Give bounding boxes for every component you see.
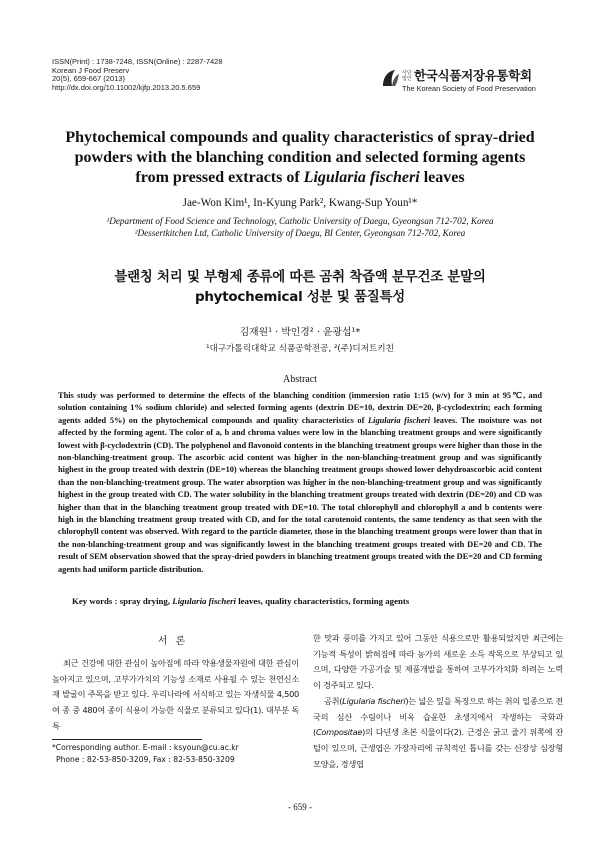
paper-title-ko: 블랜칭 처리 및 부형제 종류에 따른 곰취 착즙액 분무건조 분말의 phytochemical 성분 및 품질특성 (114, 270, 486, 305)
body-paragraph: 최근 건강에 대한 관심이 높아짐에 따라 약용생물자원에 대한 관심이 높아지고 있으며, 고부가가치의 기능성 소재로 사용될 수 있는 천연신소재 발굴이 주목을 받고 있다. 우리나라에 서식하고 있는 자생식물 4,500여 종 중 480여 종이 식용이 가능한 식물로 분류되고 있다(1). 대부분 독특 (52, 658, 299, 731)
affiliations-en: ¹Department of Food Science and Technology, Catholic University of Daegu, Gyeongsan 712-702, Korea ²Dessertkitchen Ltd, Catholic University of Daegu, BI Center, Gyeongsan 712-702, Korea (106, 216, 494, 238)
keywords: Key words : spray drying, Ligularia fischeri leaves, quality characteristics, forming agents (72, 596, 410, 606)
volume-line: 20(5), 659-667 (2013) (52, 74, 125, 84)
society-logo-icon (380, 68, 400, 90)
footnote-divider (52, 739, 202, 740)
doi-link[interactable]: http://dx.doi.org/10.11002/kjfp.2013.20.5.659 (52, 82, 201, 92)
society-name-en: The Korean Society of Food Preservation (402, 84, 536, 93)
society-name-ko: 한국식품저장유통학회 (414, 68, 532, 83)
authors-ko: 김재원¹ · 박인경² · 윤광섭¹* (239, 327, 361, 338)
body-column-right (313, 631, 563, 772)
journal-name: Korean J Food Preserv (52, 65, 130, 75)
page-number: - 659 - (288, 802, 312, 812)
body-paragraph: 한 맛과 풍미를 가지고 있어 그동안 식용으로만 활용되었지만 최근에는 기능적 특성이 밝혀짐에 따라 농가의 새로운 소득 작목으로 부상되고 있으며, 다양한 가공기술 및 제품개발을 통하여 고부가가치화 하려는 노력이 경주되고 있다. (313, 633, 563, 691)
society-header (380, 64, 570, 98)
paper-title-en: Phytochemical compounds and quality characteristics of spray-dried powders with the blanching condition and selected forming agents from pressed extracts of Ligularia fischeri leaves (65, 129, 535, 186)
abstract-body: This study was performed to determine the effects of the blanching condition (immersion ratio 1:15 (w/v) for 3 min at 95℃, and solution containing 1% sodium chloride) and selected forming agents (dextrin DE=10, dextrin DE=20, β-cyclodextrin; each forming agents added 5%) on the phytochemical compounds and quality characteristics of Ligularia fischeri leaves. The moisture was not affected by the forming agent. The color of a, b and chroma values were low in the blanching treatment groups and were significantly lowest with β-cyclodextrin (CD). The polyphenol and flavonoid contents in the blanching treatment groups were higher than those in the non-blanching-treatment group. The ascorbic acid content was higher in the non-blanching-treatment group and was significantly highest in the group treated with dextrin (DE=10) whereas the blanching treatment groups showed lower dehydroascorbic acid content than the non-blanching-treatment group. The water absorption was higher in the non-blanching-treatment group and was significantly highest in the group treated with CD. The water solubility in the blanching treatment groups treated with dextrin (DE=20) and CD was higher than that in the blanching treatment group treated with DE=10. The total chlorophyll and chlorophyll a and b contents were high in the blanching treatment group treated with CD, and for the total carotenoid contents, the same tendency as that seen with the chlorophyll content was observed. With regard to the particle diameter, those in the blanching treatment groups were lower than that in the non-blanching-treatment group and was significantly lowest in the blanching treatment groups treated with DE=20 and CD. The result of SEM observation showed that the spray-dried powders in blanching treatment groups treated with the DE=20 and CD forming agents had uniform particle distribution. (58, 391, 542, 574)
issn-line: ISSN(Print) : 1738-7248, ISSN(Online) : 2287-7428 (52, 57, 223, 66)
section-heading-introduction: 서론 (157, 636, 194, 647)
authors-en: Jae-Won Kim¹, In-Kyung Park², Kwang-Sup Youn¹* (182, 197, 418, 209)
body-column-left (52, 656, 299, 735)
body-paragraph: 곰취(Ligularia fischeri)는 넓은 잎을 특징으로 하는 취의 일종으로 전국의 심산 수림이나 비옥 습윤한 초생지에서 자생하는 국화과(Compositae)의 다년생 초본 식물이다(2). 근경은 굵고 줄기 위쪽에 잔털이 있으며, 근생엽은 가장자리에 규칙적인 톱니를 갖는 신장상 심장형 모양을, 경생엽 (313, 695, 563, 769)
society-type-label: 사단 법인 (402, 70, 412, 82)
journal-meta (52, 58, 223, 92)
affiliation-ko: ¹대구가톨릭대학교 식품공학전공, ²(주)디저트키친 (206, 344, 394, 354)
abstract-heading: Abstract (283, 374, 317, 385)
corresponding-author-footnote: *Corresponding author. E-mail : ksyoun@cu.ac.kr Phone : 82-53-850-3209, Fax : 82-53-850-3209 (52, 743, 239, 764)
